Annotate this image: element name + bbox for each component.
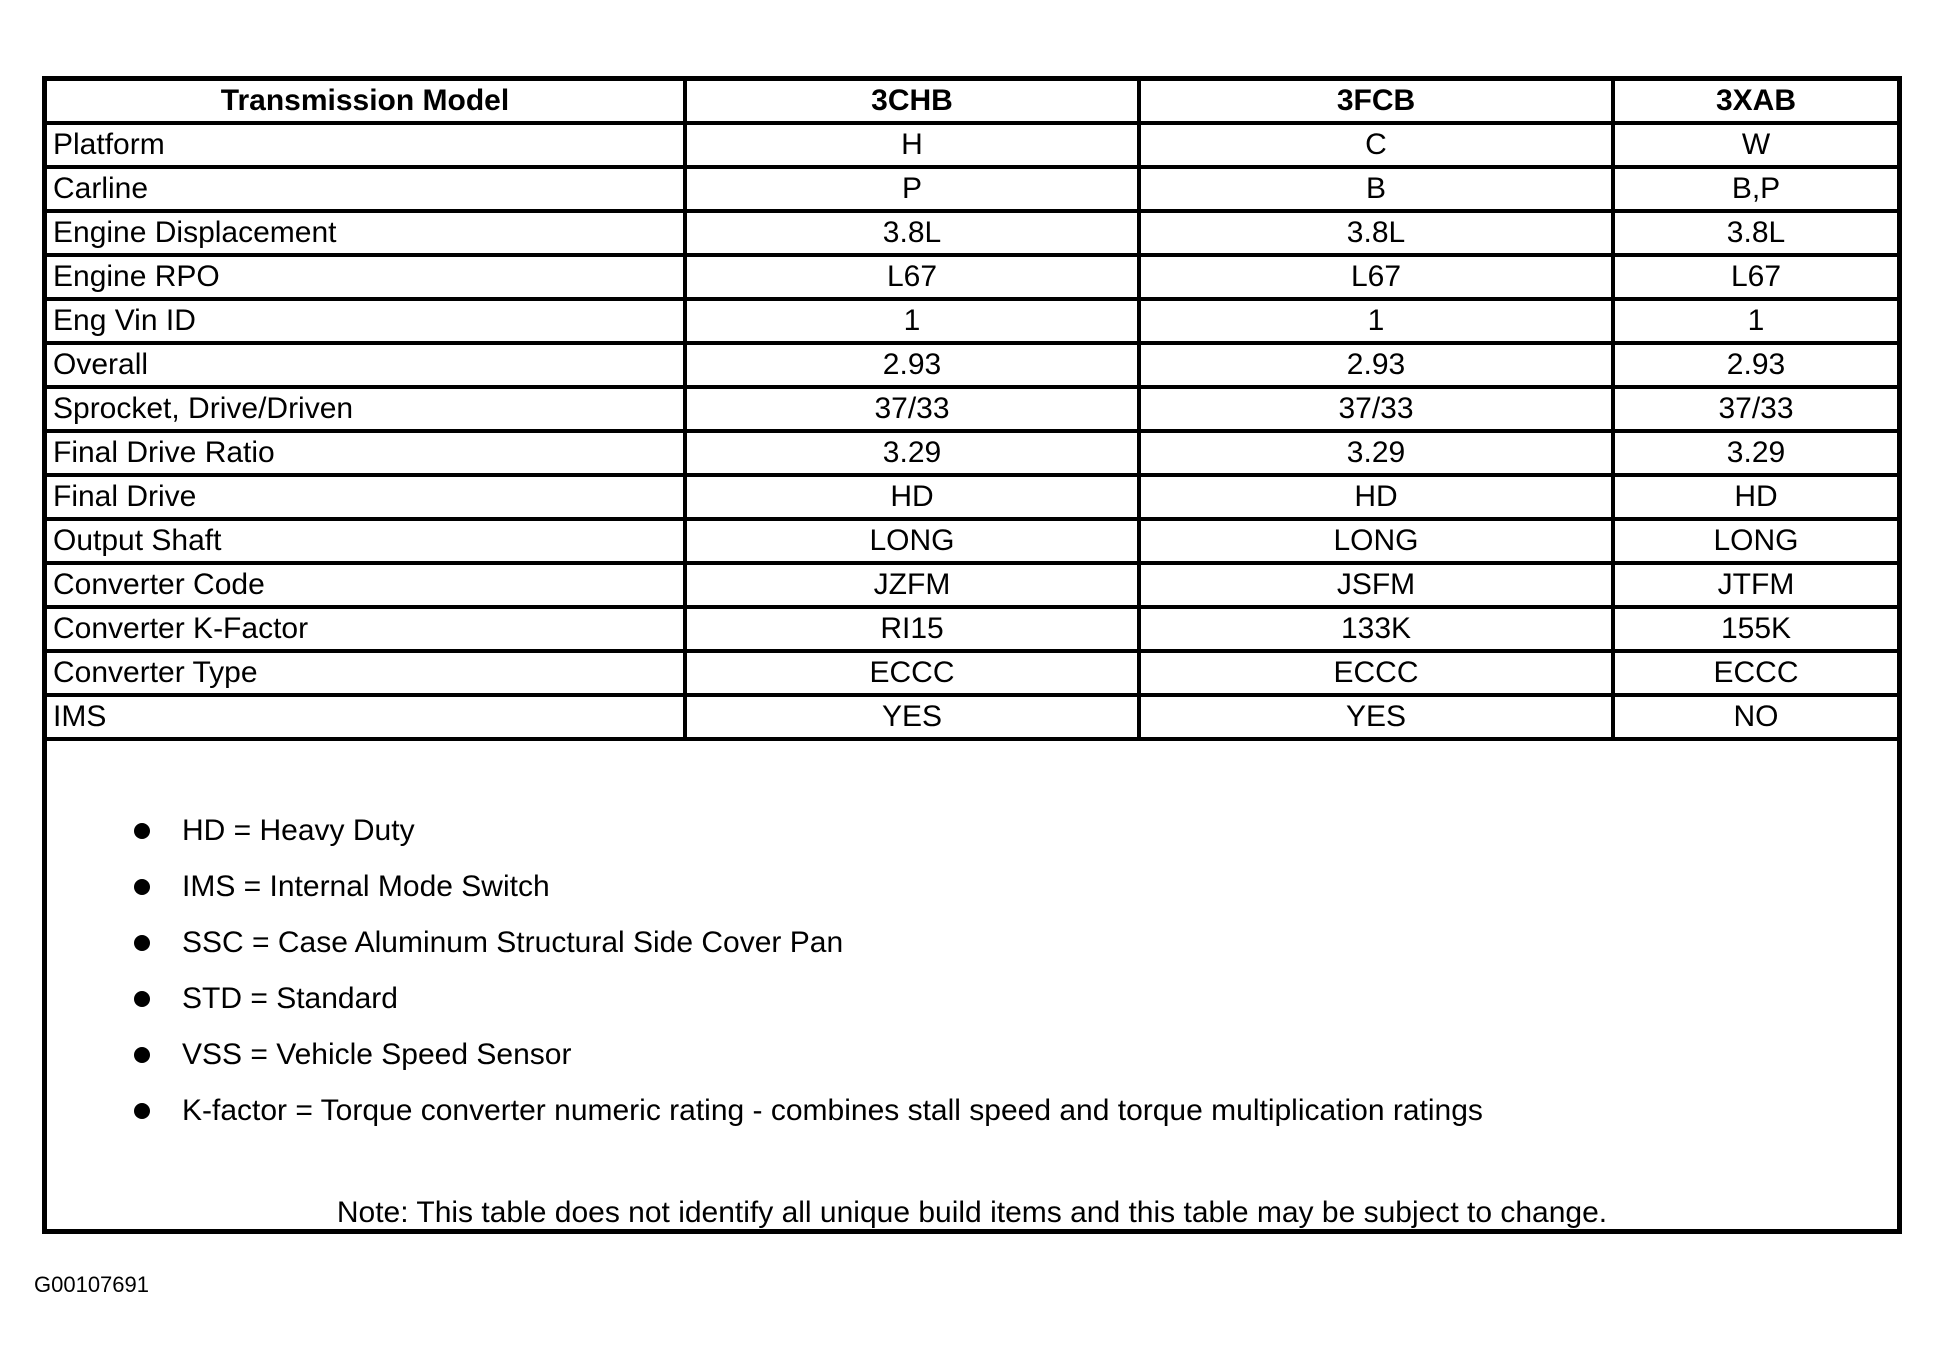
table-cell: B,P: [1613, 167, 1897, 211]
row-label: Final Drive: [47, 475, 685, 519]
table-cell: 3.29: [685, 431, 1139, 475]
legend-text: IMS = Internal Mode Switch: [182, 870, 550, 903]
table-row: [47, 255, 1897, 299]
table-cell: 1: [1613, 299, 1897, 343]
table-header-row: [47, 81, 1897, 123]
table-cell: 37/33: [1613, 387, 1897, 431]
row-label: IMS: [47, 695, 685, 739]
legend-text: K-factor = Torque converter numeric rating - combines stall speed and torque multiplication ratings: [182, 1094, 1483, 1127]
bullet-icon: [134, 879, 150, 895]
table-cell: 1: [1139, 299, 1613, 343]
table-cell: RI15: [685, 607, 1139, 651]
table-cell: JZFM: [685, 563, 1139, 607]
table-cell: W: [1613, 123, 1897, 167]
table-cell: C: [1139, 123, 1613, 167]
table-cell: HD: [1139, 475, 1613, 519]
table-row: [47, 211, 1897, 255]
row-label: Converter Code: [47, 563, 685, 607]
table-row: [47, 475, 1897, 519]
header-3xab: 3XAB: [1613, 81, 1897, 123]
table-cell: 3.8L: [1139, 211, 1613, 255]
table-row: [47, 123, 1897, 167]
table-cell: LONG: [1139, 519, 1613, 563]
row-label: Output Shaft: [47, 519, 685, 563]
table-row: [47, 563, 1897, 607]
table-cell: NO: [1613, 695, 1897, 739]
table-cell: YES: [685, 695, 1139, 739]
bullet-icon: [134, 991, 150, 1007]
table-cell: 2.93: [685, 343, 1139, 387]
legend-item: [47, 803, 1897, 859]
bullet-icon: [134, 1103, 150, 1119]
table-cell: HD: [1613, 475, 1897, 519]
abbreviation-legend: [47, 803, 1897, 1139]
table-cell: 133K: [1139, 607, 1613, 651]
table-cell: LONG: [1613, 519, 1897, 563]
bullet-icon: [134, 823, 150, 839]
table-cell: L67: [1613, 255, 1897, 299]
row-label: Platform: [47, 123, 685, 167]
legend-item: [47, 859, 1897, 915]
table-cell: HD: [685, 475, 1139, 519]
header-3chb: 3CHB: [685, 81, 1139, 123]
table-row: [47, 431, 1897, 475]
row-label: Engine Displacement: [47, 211, 685, 255]
table-cell: 37/33: [1139, 387, 1613, 431]
legend-item: [47, 971, 1897, 1027]
legend-item: [47, 1027, 1897, 1083]
table-row: [47, 387, 1897, 431]
table-cell: 3.29: [1139, 431, 1613, 475]
table-row: [47, 695, 1897, 739]
table-cell: L67: [685, 255, 1139, 299]
bullet-icon: [134, 1047, 150, 1063]
table-cell: JTFM: [1613, 563, 1897, 607]
table-cell: ECCC: [1613, 651, 1897, 695]
table-cell: YES: [1139, 695, 1613, 739]
table-cell: P: [685, 167, 1139, 211]
row-label: Engine RPO: [47, 255, 685, 299]
header-3fcb: 3FCB: [1139, 81, 1613, 123]
row-label: Eng Vin ID: [47, 299, 685, 343]
header-transmission-model: Transmission Model: [47, 81, 685, 123]
legend-text: STD = Standard: [182, 982, 398, 1015]
table-cell: 3.8L: [685, 211, 1139, 255]
transmission-spec-table: [47, 81, 1897, 741]
table-row: [47, 167, 1897, 211]
table-cell: 155K: [1613, 607, 1897, 651]
row-label: Overall: [47, 343, 685, 387]
table-cell: 3.29: [1613, 431, 1897, 475]
table-cell: L67: [1139, 255, 1613, 299]
legend-text: SSC = Case Aluminum Structural Side Cover Pan: [182, 926, 844, 959]
spec-table-frame: [42, 76, 1902, 1234]
table-cell: 2.93: [1139, 343, 1613, 387]
row-label: Final Drive Ratio: [47, 431, 685, 475]
table-cell: B: [1139, 167, 1613, 211]
table-cell: ECCC: [1139, 651, 1613, 695]
row-label: Converter Type: [47, 651, 685, 695]
figure-id: G00107691: [34, 1272, 149, 1297]
table-cell: LONG: [685, 519, 1139, 563]
legend-item: [47, 1083, 1897, 1139]
table-cell: JSFM: [1139, 563, 1613, 607]
table-row: [47, 299, 1897, 343]
table-row: [47, 651, 1897, 695]
row-label: Carline: [47, 167, 685, 211]
legend-text: HD = Heavy Duty: [182, 814, 415, 847]
table-row: [47, 607, 1897, 651]
table-row: [47, 519, 1897, 563]
table-cell: 37/33: [685, 387, 1139, 431]
legend-text: VSS = Vehicle Speed Sensor: [182, 1038, 572, 1071]
table-note: Note: This table does not identify all unique build items and this table may be subject to change.: [336, 1196, 1608, 1229]
table-cell: 1: [685, 299, 1139, 343]
row-label: Sprocket, Drive/Driven: [47, 387, 685, 431]
row-label: Converter K-Factor: [47, 607, 685, 651]
table-cell: 2.93: [1613, 343, 1897, 387]
bullet-icon: [134, 935, 150, 951]
table-row: [47, 343, 1897, 387]
table-cell: H: [685, 123, 1139, 167]
legend-item: [47, 915, 1897, 971]
table-cell: 3.8L: [1613, 211, 1897, 255]
table-cell: ECCC: [685, 651, 1139, 695]
